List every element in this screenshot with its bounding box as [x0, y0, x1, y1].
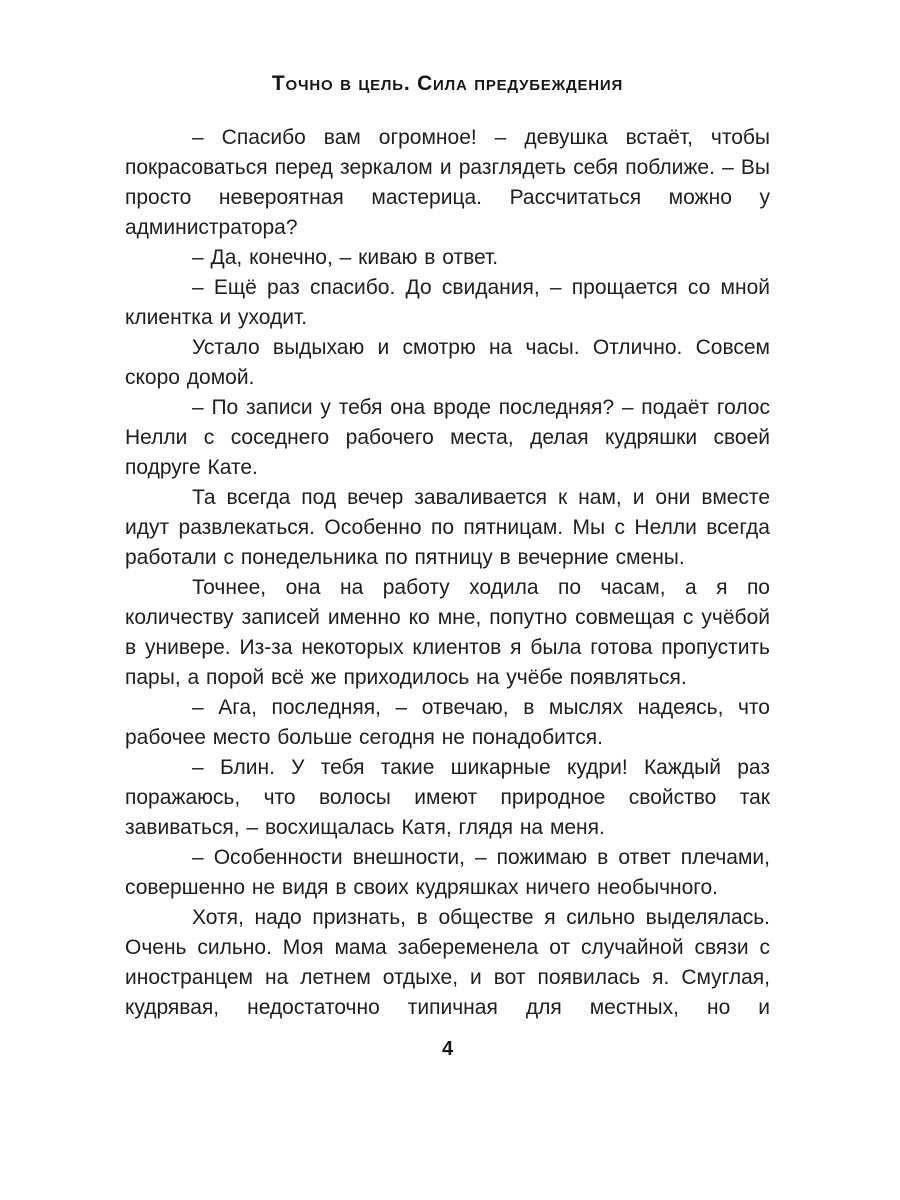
paragraph: Точнее, она на работу ходила по часам, а я по количеству записей именно ко мне, попутно совмещая с учёбой в универе. Из-за некоторых клиентов я была готова пропустить пары, а порой всё же приходилось на учёбе появляться.: [125, 576, 770, 689]
paragraph: – По записи у тебя она вроде последняя? – подаёт голос Нелли с соседнего рабочего места, делая кудряшки своей подруге Кате.: [125, 396, 770, 479]
running-head-title: Точно в цель. Сила предубеждения: [271, 72, 624, 95]
paragraph: – Спасибо вам огромное! – девушка встаёт, чтобы покрасоваться перед зеркалом и разглядеть себя поближе. – Вы просто невероятная мастерица. Рассчитаться можно у администратора?: [125, 126, 770, 239]
paragraph: – Ага, последняя, – отвечаю, в мыслях надеясь, что рабочее место больше сегодня не понадобится.: [125, 696, 770, 749]
paragraph: – Да, конечно, – киваю в ответ.: [192, 246, 499, 269]
paragraph: Та всегда под вечер заваливается к нам, и они вместе идут развлекаться. Особенно по пятницам. Мы с Нелли всегда работали с понедельника по пятницу в вечерние смены.: [125, 486, 770, 569]
page-number: 4: [441, 1038, 454, 1060]
paragraph: – Ещё раз спасибо. До свидания, – прощается со мной клиентка и уходит.: [125, 276, 770, 329]
page-body-text: [125, 123, 770, 1023]
paragraph: Устало выдыхаю и смотрю на часы. Отлично. Совсем скоро домой.: [125, 336, 770, 389]
paragraph-continued: Хотя, надо признать, в обществе я сильно выделялась. Очень сильно. Моя мама забеременела от случайной связи с иностранцем на летнем отдыхе, и вот появилась я. Смуглая, кудрявая, недостаточно типичная для местных, но и: [125, 906, 770, 1019]
paragraph: – Особенности внешности, – пожимаю в ответ плечами, совершенно не видя в своих кудряшках ничего необычного.: [125, 846, 770, 899]
paragraph: – Блин. У тебя такие шикарные кудри! Каждый раз поражаюсь, что волосы имеют природное свойство так завиваться, – восхищалась Катя, глядя на меня.: [125, 756, 770, 839]
